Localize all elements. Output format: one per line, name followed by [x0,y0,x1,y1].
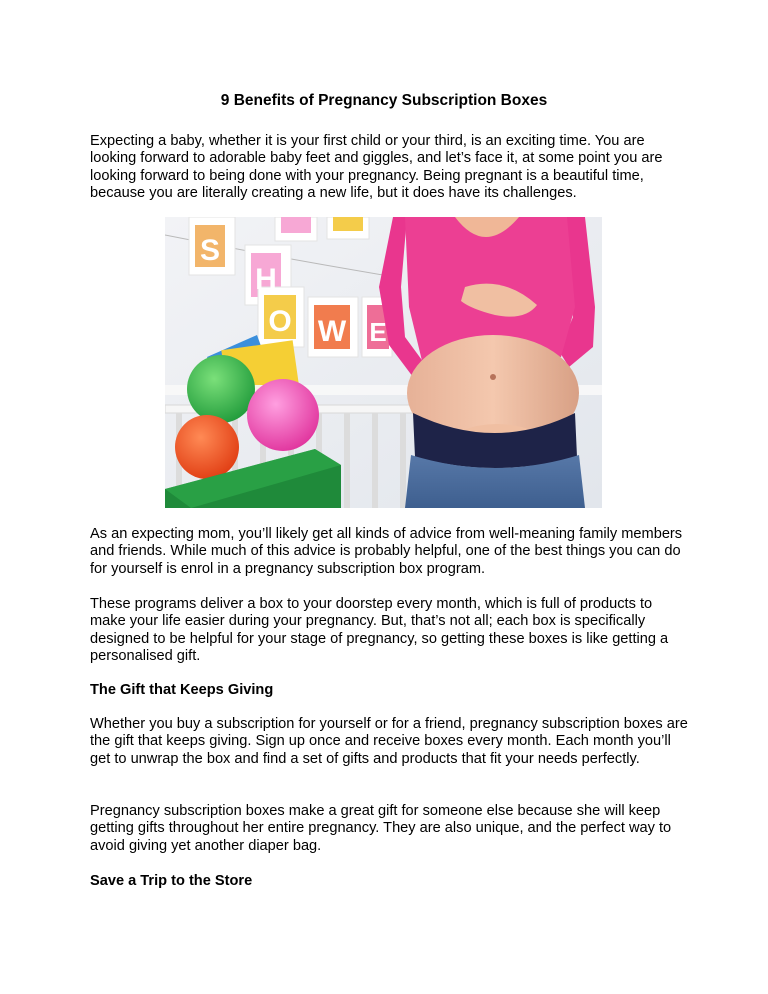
banner-letter-e: E [369,317,387,347]
banner-letter-w: W [317,315,347,348]
advice-paragraph: As an expecting mom, you’ll likely get all kinds of advice from well-meaning family members and friends. While much of this advice is probably helpful, one of the best things you can do for yourself is enrol in a pregnancy subscription box program. [90,526,683,577]
intro-paragraph: Expecting a baby, whether it is your first child or your third, is an exciting time. You are looking forward to adorable baby feet and giggles, and let’s face it, at some point you are looking forward to being done with your pregnancy. Being pregnant is a beautiful time, because you are literally creating a new life, but it does have its challenges. [90,133,663,202]
section-heading-store: Save a Trip to the Store [90,873,253,889]
banner-letter-s: S [199,234,221,267]
banner-letter-h: H [255,263,277,296]
pregnant-woman-photo [165,217,602,508]
gift-paragraph: Whether you buy a subscription for yourself or for a friend, pregnancy subscription boxes are the gift that keeps giving. Sign up once and receive boxes every month. Each month you’ll get to unwrap the box and find a set of gifts and products that fit your needs perfectly. [90,716,688,767]
document-title: 9 Benefits of Pregnancy Subscription Boxes [220,92,548,109]
banner-letter-o: O [268,305,292,338]
unique-gift-paragraph: Pregnancy subscription boxes make a great gift for someone else because she will keep getting gifts throughout her entire pregnancy. They are also unique, and the perfect way to avoid giving yet another diaper bag. [90,803,672,854]
delivery-paragraph: These programs deliver a box to your doorstep every month, which is full of products to make your life easier during your pregnancy. But, that’s not all; each box is specifically designed to be helpful for your stage of pregnancy, so getting these boxes is like getting a personalised gift. [90,596,669,665]
section-heading-gift: The Gift that Keeps Giving [90,682,274,698]
